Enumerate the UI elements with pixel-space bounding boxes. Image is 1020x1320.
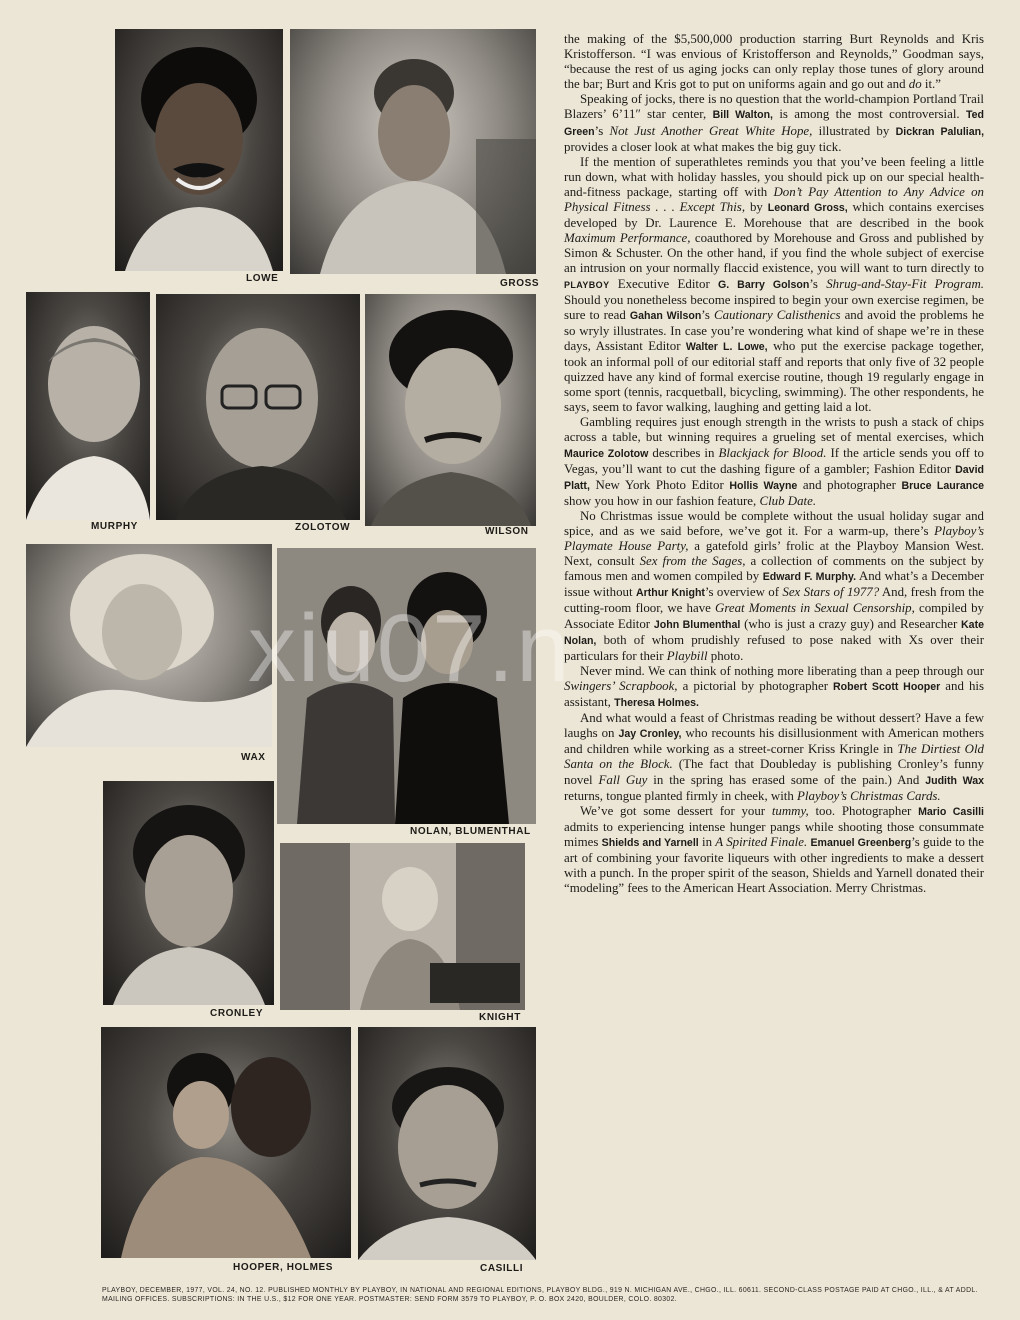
contributor-name: John Blumenthal xyxy=(653,618,741,631)
article-title: Don’t Pay Attention to Any Advice on Physical Fitness . . . Except This, xyxy=(564,184,984,215)
contributor-name: Ted Green xyxy=(564,109,985,138)
article-title: Playbill xyxy=(666,648,708,663)
caption-nolan-blumenthal: NOLAN, BLUMENTHAL xyxy=(410,826,531,837)
article-title: tummy, xyxy=(771,803,809,818)
contributor-name: Kate Nolan, xyxy=(564,618,984,647)
photo-hooper-holmes xyxy=(101,1027,351,1258)
caption-casilli: CASILLI xyxy=(480,1263,524,1274)
publication-footer: PLAYBOY, DECEMBER, 1977, VOL. 24, NO. 12. PUBLISHED MONTHLY BY PLAYBOY, IN NATIONAL AND REGIONAL EDITIONS, PLAYBOY BLDG., 919 N. MICHIGAN AVE., CHGO., ILL. 60611. SECOND-CLASS POSTAGE PAID AT CHGO., ILL., & AT ADDL. MAILING OFFICES. SUBSCRIPTIONS: IN THE U.S., $12 FOR ONE YEAR. POSTMASTER: SEND FORM 3579 TO PLAYBOY, P. O. BOX 2420, BOULDER, COLO. 80302. xyxy=(102,1287,978,1304)
photo-wilson xyxy=(365,294,536,526)
contributor-name: Arthur Knight xyxy=(635,587,705,600)
caption-wax: WAX xyxy=(241,752,266,763)
article-paragraph: Gambling requires just enough strength in the wrists to push a stack of chips across a table, but winning requires a grueling set of mental exercises, which Maurice Zolotow describes in Blackjack for Blood. If the article sends you off to Vegas, you’ll want to cut the dashing figure of a gambler; Fashion Editor David Platt, New York Photo Editor Hollis Wayne and photographer Bruce Laurance show you how in our fashion feature, Club Date. xyxy=(564,415,984,508)
photo-nolan-blumenthal xyxy=(277,548,536,824)
photo-murphy xyxy=(26,292,150,520)
caption-gross: GROSS xyxy=(500,278,540,289)
contributor-name: Emanuel Greenberg xyxy=(810,836,912,849)
contributor-name: Maurice Zolotow xyxy=(564,447,649,460)
photo-casilli xyxy=(358,1027,536,1260)
caption-zolotow: ZOLOTOW xyxy=(295,522,351,533)
photo-zolotow xyxy=(156,294,360,520)
article-title: Blackjack for Blood. xyxy=(718,445,827,460)
contributor-name: Dickran Palulian, xyxy=(895,125,985,138)
article-title: Sex Stars of 1977? xyxy=(782,585,880,600)
contributor-name: Bruce Laurance xyxy=(901,479,984,492)
contributor-name: Robert Scott Hooper xyxy=(833,680,941,693)
contributor-name: Leonard Gross, xyxy=(767,202,848,215)
article-title: Swingers’ Scrapbook, xyxy=(564,678,678,693)
article-title: Fall Guy xyxy=(598,772,648,787)
caption-lowe: LOWE xyxy=(246,273,279,284)
contributor-name: Bill Walton, xyxy=(712,109,773,122)
contributor-name: Jay Cronley, xyxy=(618,728,682,741)
contributor-name: Edward F. Murphy. xyxy=(762,571,857,584)
contributor-name: David Platt, xyxy=(564,463,984,492)
article-paragraph: If the mention of superathletes reminds you that you’ve been feeling a little run down, what with holiday hassles, you should pick up on our special health-and-fitness package, starting off with Don’t Pay Attention to Any Advice on Physical Fitness . . . Except This, by Leonard Gross, which contains exercises developed by Dr. Laurence E. Morehouse that are described in the book Maximum Performance, coauthored by Morehouse and Gross and published by Simon & Schuster. On the other hand, if you find the whole subject of exercise an intrusion on your normally flaccid existence, you will want to turn directly to PLAYBOY Executive Editor G. Barry Golson’s Shrug-and-Stay-Fit Program. Should you nonetheless become inspired to begin your own exercise regimen, be sure to read Gahan Wilson’s Cautionary Calisthenics and avoid the problems he so wryly illustrates. In case you’re wondering what kind of shape we’re in these days, Assistant Editor Walter L. Lowe, who put the exercise package together, took an informal poll of our editorial staff and reports that only five of 32 people quizzed have any kind of formal exercise routine, though 19 regularly engage in some sport (tennis, racquetball, bicycling, swimming). The other respondents, he says, seem to favor walking, laughing and getting laid a lot. xyxy=(564,154,985,415)
photo-knight xyxy=(280,843,525,1010)
contributor-name: Judith Wax xyxy=(925,774,984,787)
watermark: xiu07.n xyxy=(248,595,572,702)
contributor-name: G. Barry Golson xyxy=(718,278,810,291)
article-paragraph: Never mind. We can think of nothing more liberating than a peep through our Swingers’ Scrapbook, a pictorial by photographer Robert Scott Hooper and his assistant, Theresa Holmes. xyxy=(564,663,984,710)
article-title: Maximum Performance, xyxy=(564,231,691,246)
article-paragraph: the making of the $5,500,000 production starring Burt Reynolds and Kris Kristofferson. “I was envious of Kristofferson and Reynolds,” Goodman says, “because the rest of us aging jocks can only replay those tunes of glory around the bar; Burt and Kris got to put on uniforms again and go out and do it.” xyxy=(564,32,984,92)
article-paragraph: No Christmas issue would be complete without the usual holiday sugar and spice, and as we said before, we’ve got it. For a warm-up, there’s Playboy’s Playmate House Party, a gatefold girls’ frolic at the Playboy Mansion West. Next, consult Sex from the Sages, a collection of comments on the subject by famous men and women compiled by Edward F. Murphy. And what’s a December issue without Arthur Knight’s overview of Sex Stars of 1977? And, fresh from the cutting-room floor, we have Great Moments in Sexual Censorship, compiled by Associate Editor John Blumenthal (who is just a crazy guy) and Researcher Kate Nolan, both of whom prudishly refused to pose naked with Xs over their particulars for their Playbill photo. xyxy=(564,508,984,663)
article-paragraph: And what would a feast of Christmas reading be without dessert? Have a few laughs on Jay Cronley, who recounts his disillusionment with American mothers and children while working as a street-corner Kriss Kringle in The Dirtiest Old Santa on the Block. (The fact that Doubleday is publishing Cronley’s funny novel Fall Guy in the spring has erased some of the pain.) And Judith Wax returns, tongue planted firmly in cheek, with Playboy’s Christmas Cards. xyxy=(564,711,985,803)
article-title: The Dirtiest Old Santa on the Block. xyxy=(564,742,984,772)
article-title: Playboy’s Christmas Cards. xyxy=(797,788,941,803)
caption-wilson: WILSON xyxy=(485,526,529,537)
brand-name: PLAYBOY xyxy=(564,279,610,290)
article-title: Shrug-and-Stay-Fit Program. xyxy=(826,276,984,291)
photo-lowe xyxy=(115,29,283,271)
photo-gross xyxy=(290,29,536,274)
caption-hooper-holmes: HOOPER, HOLMES xyxy=(233,1262,334,1273)
caption-knight: KNIGHT xyxy=(479,1012,521,1023)
article-title: Not Just Another Great White Hope, xyxy=(609,123,813,138)
contributor-name: Shields and Yarnell xyxy=(601,836,699,849)
article-title: A Spirited Finale. xyxy=(715,834,808,849)
article-title: Sex from the Sages, xyxy=(639,554,746,569)
article-title: Great Moments in Sexual Censorship, xyxy=(715,601,915,616)
contributor-name: Hollis Wayne xyxy=(729,479,798,492)
article-paragraph: Speaking of jocks, there is no question that the world-champion Portland Trail Blazers’ 6’11″ star center, Bill Walton, is among the most controversial. Ted Green’s Not Just Another Great White Hope, illustrated by Dickran Palulian, provides a closer look at what makes the big guy tick. xyxy=(564,92,985,154)
photo-wax xyxy=(26,544,272,747)
contributor-name: Walter L. Lowe, xyxy=(685,340,768,353)
article-body xyxy=(564,32,984,896)
article-paragraph: We’ve got some dessert for your tummy, too. Photographer Mario Casilli admits to experiencing intense hunger pangs while shooting those consummate mimes Shields and Yarnell in A Spirited Finale. Emanuel Greenberg’s guide to the art of combining your favorite liqueurs with other ingredients to make a dessert with a punch. In the proper spirit of the season, Shields and Yarnell donated their “modeling” fees to the American Heart Association. Merry Christmas. xyxy=(564,803,985,896)
article-title: Club Date. xyxy=(759,493,817,508)
article-title: do xyxy=(908,77,922,92)
caption-cronley: CRONLEY xyxy=(210,1008,264,1019)
article-title: Cautionary Calisthenics xyxy=(713,307,841,322)
caption-murphy: MURPHY xyxy=(91,521,138,532)
contributor-name: Gahan Wilson xyxy=(629,309,702,322)
contributor-name: Theresa Holmes. xyxy=(614,697,699,710)
article-title: Playboy’s Playmate House Party, xyxy=(564,524,984,554)
photo-cronley xyxy=(103,781,274,1005)
contributor-name: Mario Casilli xyxy=(918,805,984,818)
